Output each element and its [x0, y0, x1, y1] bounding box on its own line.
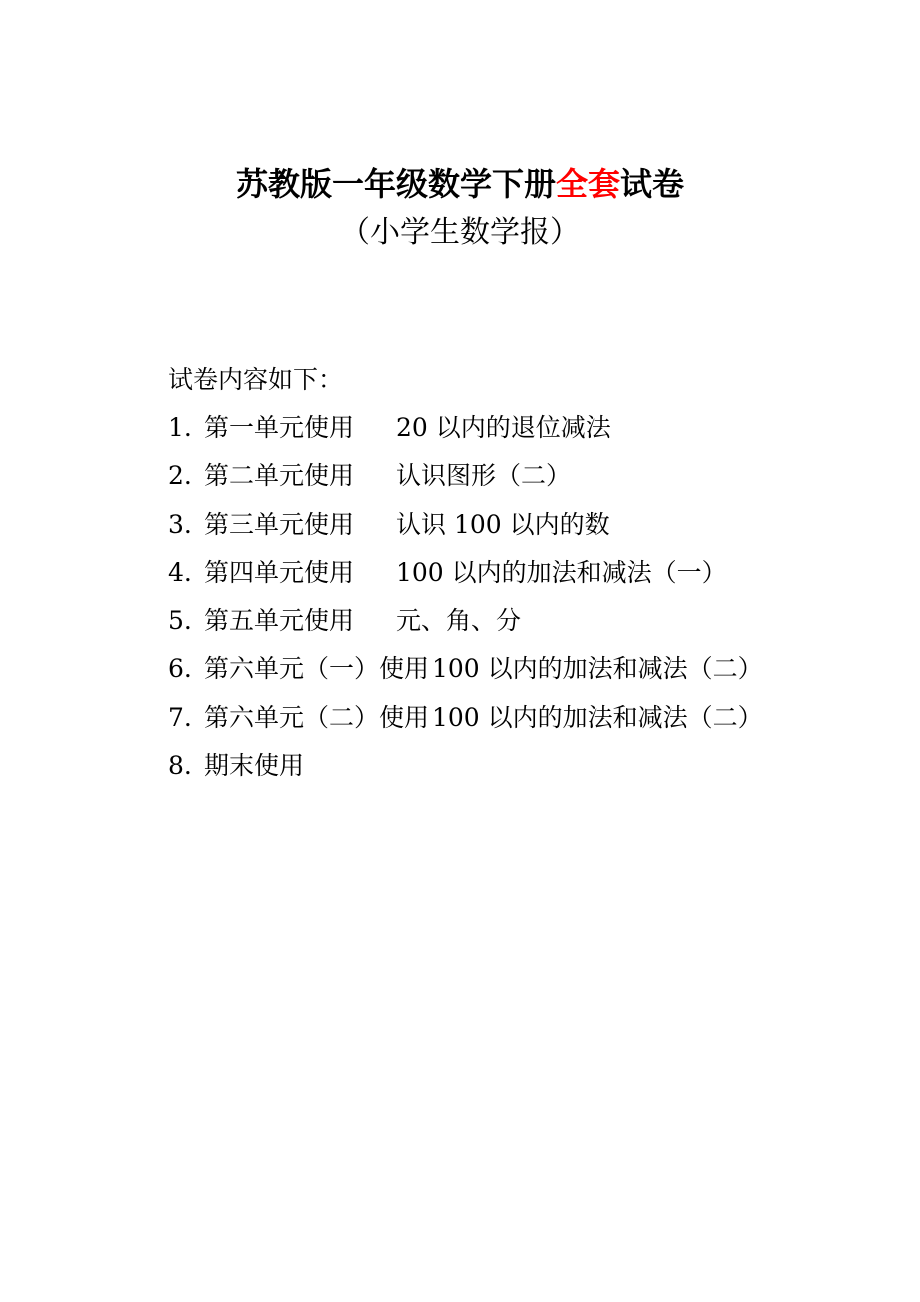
contents-section: [168, 356, 908, 790]
list-item-unit: 第六单元（一）使用: [204, 654, 430, 684]
list-item-unit: 期末使用: [204, 751, 305, 781]
list-item-number: 4.: [168, 557, 192, 587]
title-highlight-text: 全套: [555, 165, 620, 203]
list-item-unit: 第六单元（二）使用: [204, 702, 430, 732]
list-item-number: 3.: [168, 509, 192, 539]
list-item-number: 1.: [168, 413, 192, 442]
contents-intro: 试卷内容如下：: [168, 365, 344, 394]
list-item-8: [168, 742, 908, 790]
list-item-description: 认识 100 以内的数: [396, 509, 610, 539]
list-item-number: 5.: [168, 606, 192, 636]
list-item-unit: 第三单元使用: [204, 509, 355, 539]
list-item-1: [168, 404, 908, 452]
list-item-2: [168, 452, 908, 500]
list-item-description: 20 以内的退位减法: [396, 413, 611, 442]
title-text-part1: 苏教版一年级数学下册: [235, 165, 556, 203]
list-item-5: [168, 597, 908, 645]
document-title: [0, 160, 920, 208]
list-item-number: 7.: [168, 702, 192, 732]
list-item-4: [168, 549, 908, 597]
list-item-unit: 第二单元使用: [204, 461, 355, 491]
document-subtitle: （小学生数学报）: [340, 215, 580, 250]
list-item-number: 2.: [168, 461, 192, 491]
list-item-6: [168, 645, 908, 693]
list-item-description: 100 以内的加法和减法（一）: [396, 557, 727, 587]
list-item-description: 认识图形（二）: [396, 461, 572, 491]
list-item-number: 6.: [168, 654, 192, 684]
list-item-7: [168, 694, 908, 742]
list-item-description: 100 以内的加法和减法（二）: [432, 654, 763, 684]
list-item-description: 100 以内的加法和减法（二）: [432, 702, 763, 732]
list-item-number: 8.: [168, 751, 192, 781]
list-item-description: 元、角、分: [396, 606, 522, 636]
title-text-part2: 试卷: [620, 165, 685, 203]
list-item-unit: 第五单元使用: [204, 606, 355, 636]
list-item-3: [168, 501, 908, 549]
list-item-unit: 第一单元使用: [204, 413, 355, 442]
list-item-unit: 第四单元使用: [204, 557, 355, 587]
